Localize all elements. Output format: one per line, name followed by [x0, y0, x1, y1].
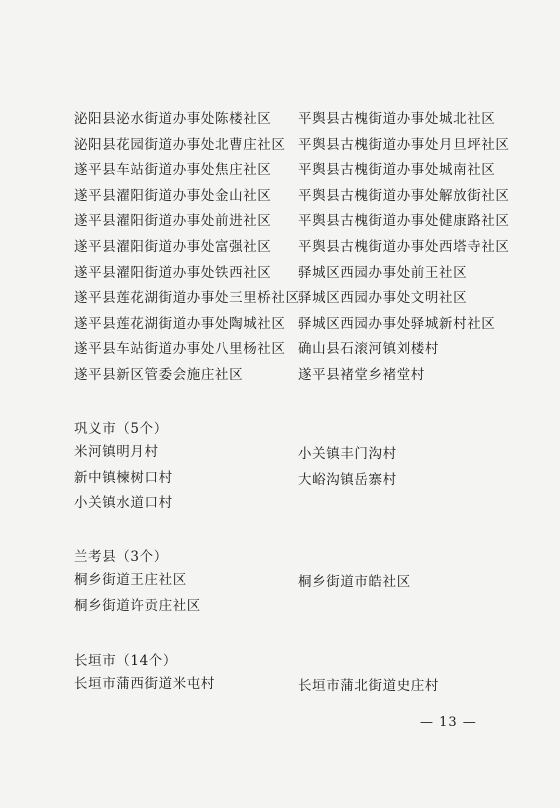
- section-heading-changyuan: 长垣市（14个）: [74, 653, 177, 669]
- list-item: 桐乡街道许贡庄社区: [74, 597, 201, 614]
- list-item: 遂平县濯阳街道办事处前进社区: [74, 213, 272, 230]
- list-item: 遂平县褚堂乡褚堂村: [298, 366, 425, 383]
- list-item: 小关镇水道口村: [74, 495, 173, 512]
- list-item: 遂平县濯阳街道办事处铁西社区: [74, 264, 272, 281]
- list-item: 遂平县车站街道办事处焦庄社区: [74, 162, 272, 179]
- list-item: 平舆县古槐街道办事处城南社区: [298, 162, 496, 179]
- block1-left-column: [74, 107, 300, 389]
- lankao-right-column: [298, 570, 411, 596]
- list-item: 遂平县濯阳街道办事处金山社区: [74, 187, 272, 204]
- list-item: 遂平县莲花湖街道办事处陶城社区: [74, 315, 286, 332]
- changyuan-left-column: [74, 672, 215, 698]
- list-item: 驿城区西园办事处前王社区: [298, 264, 468, 281]
- list-item: 长垣市蒲西街道米屯村: [74, 676, 215, 692]
- list-item: 平舆县古槐街道办事处解放街社区: [298, 187, 510, 204]
- list-item: 桐乡街道王庄社区: [74, 572, 187, 588]
- list-item: 大峪沟镇岳寨村: [298, 471, 397, 488]
- list-item: 驿城区西园办事处驿城新村社区: [298, 315, 496, 332]
- list-item: 平舆县古槐街道办事处西塔寺社区: [298, 238, 510, 255]
- list-item: 遂平县濯阳街道办事处富强社区: [74, 238, 272, 255]
- list-item: 遂平县莲花湖街道办事处三里桥社区: [74, 290, 300, 307]
- list-item: 长垣市蒲北街道史庄村: [298, 678, 439, 694]
- list-item: 泌阳县泌水街道办事处陈楼社区: [74, 111, 272, 127]
- list-item: 小关镇丰门沟村: [298, 446, 397, 462]
- gongyi-right-column: [298, 442, 397, 493]
- list-item: 新中镇楝树口村: [74, 469, 173, 486]
- list-item: 平舆县古槐街道办事处城北社区: [298, 111, 496, 127]
- gongyi-left-column: [74, 440, 173, 517]
- list-item: 桐乡街道市皓社区: [298, 574, 411, 590]
- list-item: 泌阳县花园街道办事处北曹庄社区: [74, 136, 286, 153]
- section-heading-gongyi: 巩义市（5个）: [74, 421, 168, 437]
- section-heading-lankao: 兰考县（3个）: [74, 549, 168, 565]
- list-item: 遂平县车站街道办事处八里杨社区: [74, 341, 286, 358]
- page-number: — 13 —: [420, 715, 477, 730]
- lankao-left-column: [74, 568, 201, 619]
- list-item: 驿城区西园办事处文明社区: [298, 290, 468, 307]
- list-item: 确山县石滚河镇刘楼村: [298, 341, 439, 358]
- list-item: 米河镇明月村: [74, 444, 159, 460]
- list-item: 遂平县新区管委会施庄社区: [74, 366, 244, 383]
- list-item: 平舆县古槐街道办事处健康路社区: [298, 213, 510, 230]
- block1-right-column: [298, 107, 510, 389]
- list-item: 平舆县古槐街道办事处月旦坪社区: [298, 136, 510, 153]
- changyuan-right-column: [298, 674, 439, 700]
